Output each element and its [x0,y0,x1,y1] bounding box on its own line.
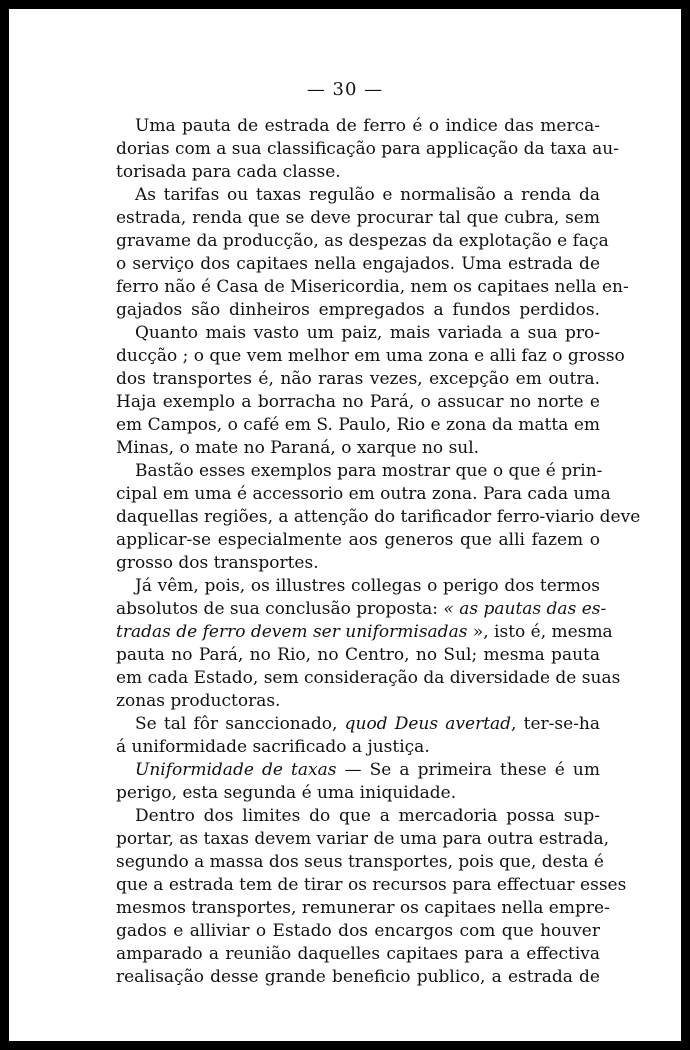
text-line: o serviço dos capitaes nella engajados. Uma estrada de [116,254,600,274]
text-line [116,598,607,621]
text-line: mesmos transportes, remunerar os capitaes nella empre- [116,898,610,918]
text-line: Quanto mais vasto um paiz, mais variada a sua pro- [135,323,600,343]
text-line: Já vêm, pois, os illustres collegas o perigo dos termos [135,576,600,596]
book-page [9,9,681,1041]
text-run: », isto é, mesma [467,622,613,642]
text-line: Haja exemplo a borracha no Pará, o assucar no norte e [116,392,600,412]
text-run: Se tal fôr sanccionado, [135,714,338,734]
text-run: — Se a primeira these é um [336,760,600,780]
paragraph-1 [116,115,619,184]
text-line: Dentro dos limites do que a mercadoria possa sup- [135,806,600,826]
text-line: portar, as taxas devem variar de uma para outra estrada, [116,829,610,849]
paragraph-5 [116,575,621,713]
text-line: cipal em uma é accessorio em outra zona. Para cada uma [116,484,611,504]
text-line: torisada para cada classe. [116,162,341,182]
text-run: absolutos de sua conclusão proposta: [116,599,439,619]
text-line: dos transportes é, não raras vezes, excepção em outra. [116,369,600,389]
paragraph-2 [116,184,629,322]
text-line: gajados são dinheiros empregados a fundos perdidos. [116,300,600,320]
text-line: que a estrada tem de tirar os recursos para effectuar esses [116,875,627,895]
text-line [116,621,613,644]
paragraph-4 [116,460,641,575]
text-line: á uniformidade sacrificado a justiça. [116,737,430,757]
paragraph-7 [116,759,600,805]
text-line: applicar-se especialmente aos generos que alli fazem o [116,530,600,550]
text-line: pauta no Pará, no Rio, no Centro, no Sul; mesma pauta [116,645,600,665]
page-number: — 30 — [306,79,384,100]
text-line: ferro não é Casa de Misericordia, nem os capitaes nella en- [116,277,629,297]
latin-phrase: quod Deus avertad [344,714,512,734]
text-line [116,713,600,736]
text-line: daquellas regiões, a attenção do tarificador ferro-viario deve [116,507,641,527]
text-line: gravame da producção, as despezas da explotação e faça [116,231,609,251]
section-heading: Uniformidade de taxas [135,760,337,780]
paragraph-6 [116,713,600,759]
text-line: em Campos, o café em S. Paulo, Rio e zona da matta em [116,415,600,435]
text-line: Minas, o mate no Paraná, o xarque no sul. [116,438,480,458]
text-line: grosso dos transportes. [116,553,319,573]
text-line: ducção ; o que vem melhor em uma zona e alli faz o grosso [116,346,625,366]
text-line: amparado a reunião daquelles capitaes para a effectiva [116,944,600,964]
text-line: zonas productoras. [116,691,281,711]
paragraph-3 [116,322,625,460]
text-line: gados e alliviar o Estado dos encargos com que houver [116,921,600,941]
text-line: Bastão esses exemplos para mostrar que o que é prin- [135,461,603,481]
text-line: realisação desse grande beneficio publico, a estrada de [116,967,600,987]
text-line: Uma pauta de estrada de ferro é o indice das merca- [135,116,600,136]
text-line: As tarifas ou taxas regulão e normalisão a renda da [135,185,600,205]
paragraph-8 [116,805,627,989]
text-line: segundo a massa dos seus transportes, pois que, desta é [116,852,604,872]
text-line: dorias com a sua classificação para applicação da taxa au- [116,139,619,159]
quoted-text: « as pautas das es- [443,599,607,619]
text-line: estrada, renda que se deve procurar tal que cubra, sem [116,208,600,228]
text-line [116,759,600,782]
body-text [116,115,641,989]
text-run: , ter-se-ha [511,714,601,734]
quoted-text: tradas de ferro devem ser uniformisadas [116,622,468,642]
text-line: perigo, esta segunda é uma iniquidade. [116,783,457,803]
text-line: em cada Estado, sem consideração da diversidade de suas [116,668,621,688]
